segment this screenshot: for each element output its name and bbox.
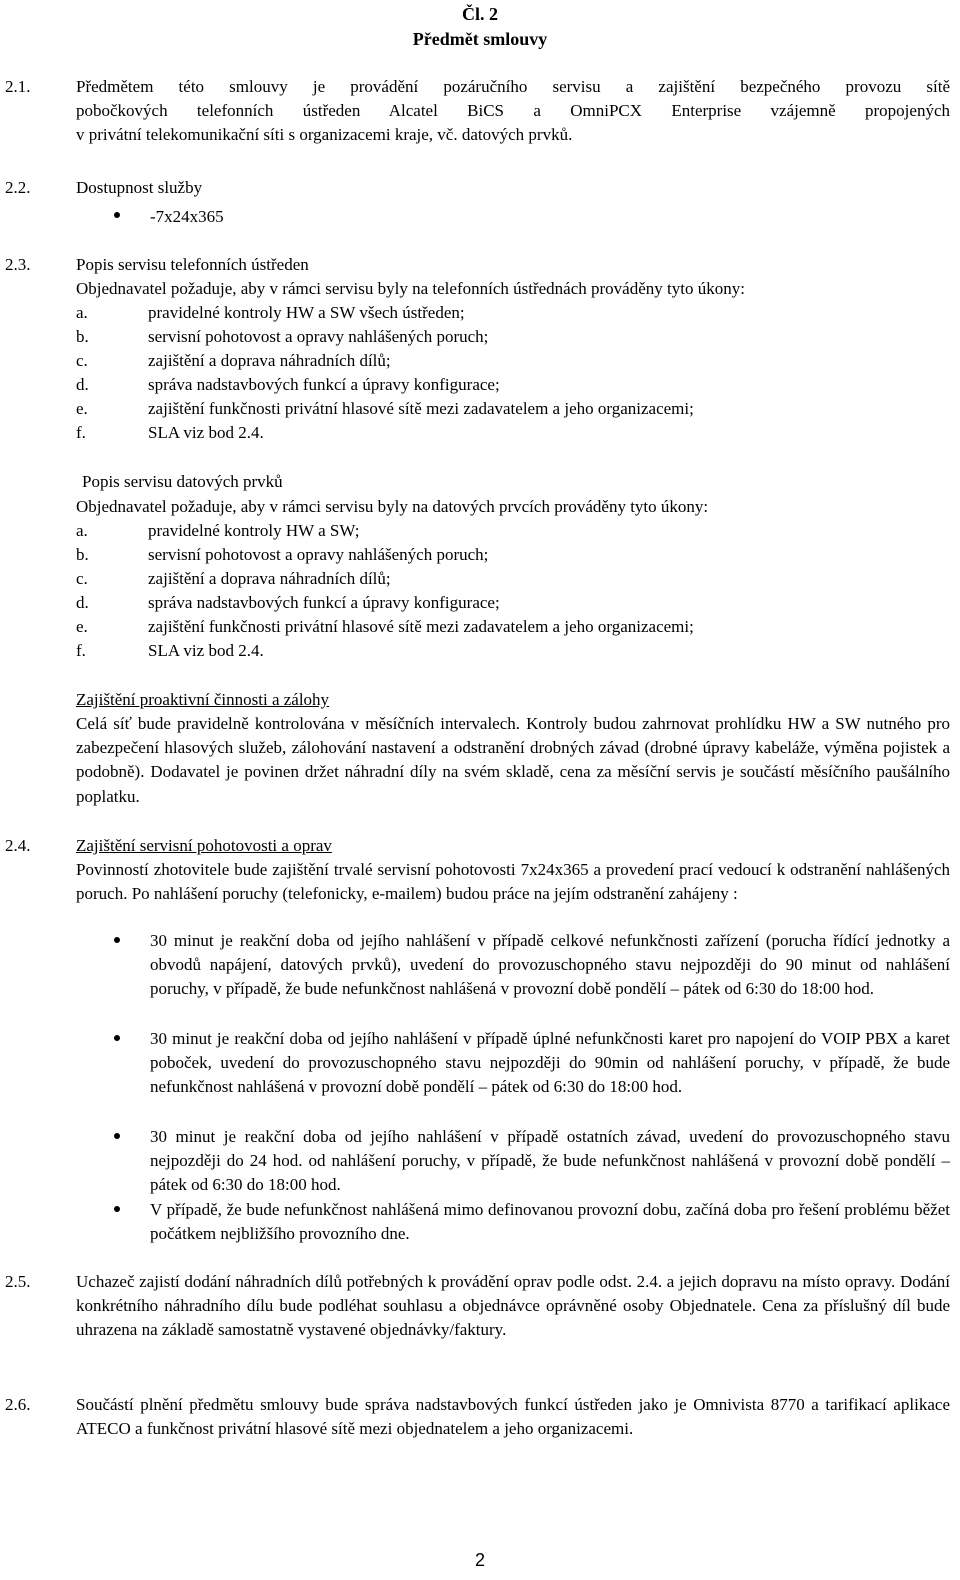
section-2-4-title: Zajištění servisní pohotovosti a oprav	[76, 836, 332, 855]
proactive-text: Celá síť bude pravidelně kontrolována v měsíčních intervalech. Kontroly budou zahrnovat prohlídku HW a SW nutného pro zabezpečení hlasových služeb, zálohování nastavení a odstranění drobných závad (drobné úpravy kabeláže, výměna pojistek a podobně). Dodavatel je povinen držet náhradní díly na svém skladě, cena za měsíční servis je součástí měsíčního paušálního poplatku.	[76, 714, 950, 806]
proactive-title: Zajištění proaktivní činnosti a zálohy	[76, 690, 330, 709]
list-item-text: SLA viz bod 2.4.	[148, 423, 264, 442]
section-2-4-intro: Povinností zhotovitele bude zajištění trvalé servisní pohotovosti 7x24x365 a provedení prací vedoucí k odstranění nahlášených poruch. Po nahlášení poruchy (telefonicky, e-mailem) budou práce na jejím odstranění zahájeny :	[76, 860, 950, 904]
section-2-4-bullet-2: 30 minut je reakční doba od jejího nahlášení v případě úplné nefunkčnosti karet pro napojení do VOIP PBX a karet poboček, uvedení do provozuschopného stavu nejpozději do 90min od nahlášení poruchy, v případě, že bude nefunkčnost nahlášená v provozní době pondělí – pátek od 6:30 do 18:00 hod.	[150, 1029, 950, 1097]
list-item-text: správa nadstavbových funkcí a úpravy konfigurace;	[148, 593, 500, 612]
data-elements-intro: Objednavatel požaduje, aby v rámci servisu byly na datových prvcích prováděny tyto úkony:	[76, 497, 709, 516]
list-item-text: servisní pohotovost a opravy nahlášených poruch;	[148, 327, 489, 346]
list-item-text: zajištění funkčnosti privátní hlasové sítě mezi zadavatelem a jeho organizacemi;	[148, 399, 694, 418]
section-2-5-text: Uchazeč zajistí dodání náhradních dílů potřebných k provádění oprav podle odst. 2.4. a jejich dopravu na místo opravy. Dodání konkrétního náhradního dílu bude podléhat souhlasu a objednávce oprávněné osoby Objednatele. Cena za příslušný díl bude uhrazena na základě samostatně vystavené objednávky/faktury.	[76, 1272, 950, 1340]
section-2-2-bullet-text: -7x24x365	[150, 207, 224, 226]
list-item-letter: b.	[76, 545, 89, 564]
list-item-text: správa nadstavbových funkcí a úpravy konfigurace;	[148, 375, 500, 394]
section-2-6-text: Součástí plnění předmětu smlouvy bude správa nadstavbových funkcí ústředen jako je Omnivista 8770 a tarifikací aplikace ATECO a funkčnost privátní hlasové sítě mezi objednatelem a jeho organizacemi.	[76, 1395, 950, 1439]
section-2-4-number: 2.4.	[5, 836, 31, 855]
section-2-1-number: 2.1.	[5, 77, 31, 96]
list-item-text: pravidelné kontroly HW a SW;	[148, 521, 360, 540]
section-2-3-title: Popis servisu telefonních ústředen	[76, 255, 309, 274]
section-2-3-intro: Objednavatel požaduje, aby v rámci servisu byly na telefonních ústřednách prováděny tyto úkony:	[76, 279, 745, 298]
list-item-letter: f.	[76, 641, 86, 660]
list-item-letter: a.	[76, 303, 88, 322]
list-item-letter: a.	[76, 521, 88, 540]
bullet-icon	[114, 1133, 120, 1139]
section-2-4-bullet-4: V případě, že bude nefunkčnost nahlášená mimo definovanou provozní dobu, začíná doba pro řešení problému běžet počátkem nejbližšího provozního dne.	[150, 1200, 950, 1244]
list-item-letter: d.	[76, 375, 89, 394]
list-item-letter: b.	[76, 327, 89, 346]
list-item-text: SLA viz bod 2.4.	[148, 641, 264, 660]
list-item-text: servisní pohotovost a opravy nahlášených poruch;	[148, 545, 489, 564]
section-2-6-number: 2.6.	[5, 1395, 31, 1414]
section-2-3-number: 2.3.	[5, 255, 31, 274]
section-2-4-bullet-3: 30 minut je reakční doba od jejího nahlášení v případě ostatních závad, uvedení do provozuschopného stavu nejpozději do 24 hod. od nahlášení poruchy, v případě, že bude nefunkčnost nahlášená v provozní době pondělí – pátek od 6:30 do 18:00 hod.	[150, 1127, 950, 1195]
bullet-icon	[114, 1206, 120, 1212]
section-2-5-number: 2.5.	[5, 1272, 31, 1291]
section-2-4-bullet-1: 30 minut je reakční doba od jejího nahlášení v případě celkové nefunkčnosti zařízení (porucha řídící jednotky a obvodů napájení, datových prvků), uvedení do provozuschopného stavu nejpozději do 90 minut od nahlášení poruchy, v případě, že bude nefunkčnost nahlášená v provozní době pondělí – pátek od 6:30 do 18:00 hod.	[150, 931, 950, 999]
article-number: Čl. 2	[462, 4, 498, 24]
section-2-2-number: 2.2.	[5, 178, 31, 197]
section-2-1-line-3: v privátní telekomunikační síti s organizacemi kraje, vč. datových prvků.	[76, 125, 573, 144]
bullet-icon	[114, 212, 120, 218]
section-2-2-title: Dostupnost služby	[76, 178, 203, 197]
bullet-icon	[114, 1035, 120, 1041]
list-item-letter: e.	[76, 399, 88, 418]
list-item-letter: d.	[76, 593, 89, 612]
list-item-letter: c.	[76, 351, 88, 370]
list-item-text: pravidelné kontroly HW a SW všech ústředen;	[148, 303, 465, 322]
list-item-text: zajištění a doprava náhradních dílů;	[148, 569, 391, 588]
data-elements-title: Popis servisu datových prvků	[82, 472, 283, 491]
section-2-1-line-2: pobočkových telefonních ústředen Alcatel BiCS a OmniPCX Enterprise vzájemně propojených	[76, 101, 950, 120]
list-item-letter: e.	[76, 617, 88, 636]
list-item-text: zajištění funkčnosti privátní hlasové sítě mezi zadavatelem a jeho organizacemi;	[148, 617, 694, 636]
section-2-1-line-1: Předmětem této smlouvy je provádění pozáručního servisu a zajištění bezpečného provozu sítě	[76, 77, 950, 96]
article-title: Předmět smlouvy	[412, 29, 548, 49]
list-item-text: zajištění a doprava náhradních dílů;	[148, 351, 391, 370]
list-item-letter: c.	[76, 569, 88, 588]
list-item-letter: f.	[76, 423, 86, 442]
bullet-icon	[114, 937, 120, 943]
page-number: 2	[474, 1550, 485, 1570]
